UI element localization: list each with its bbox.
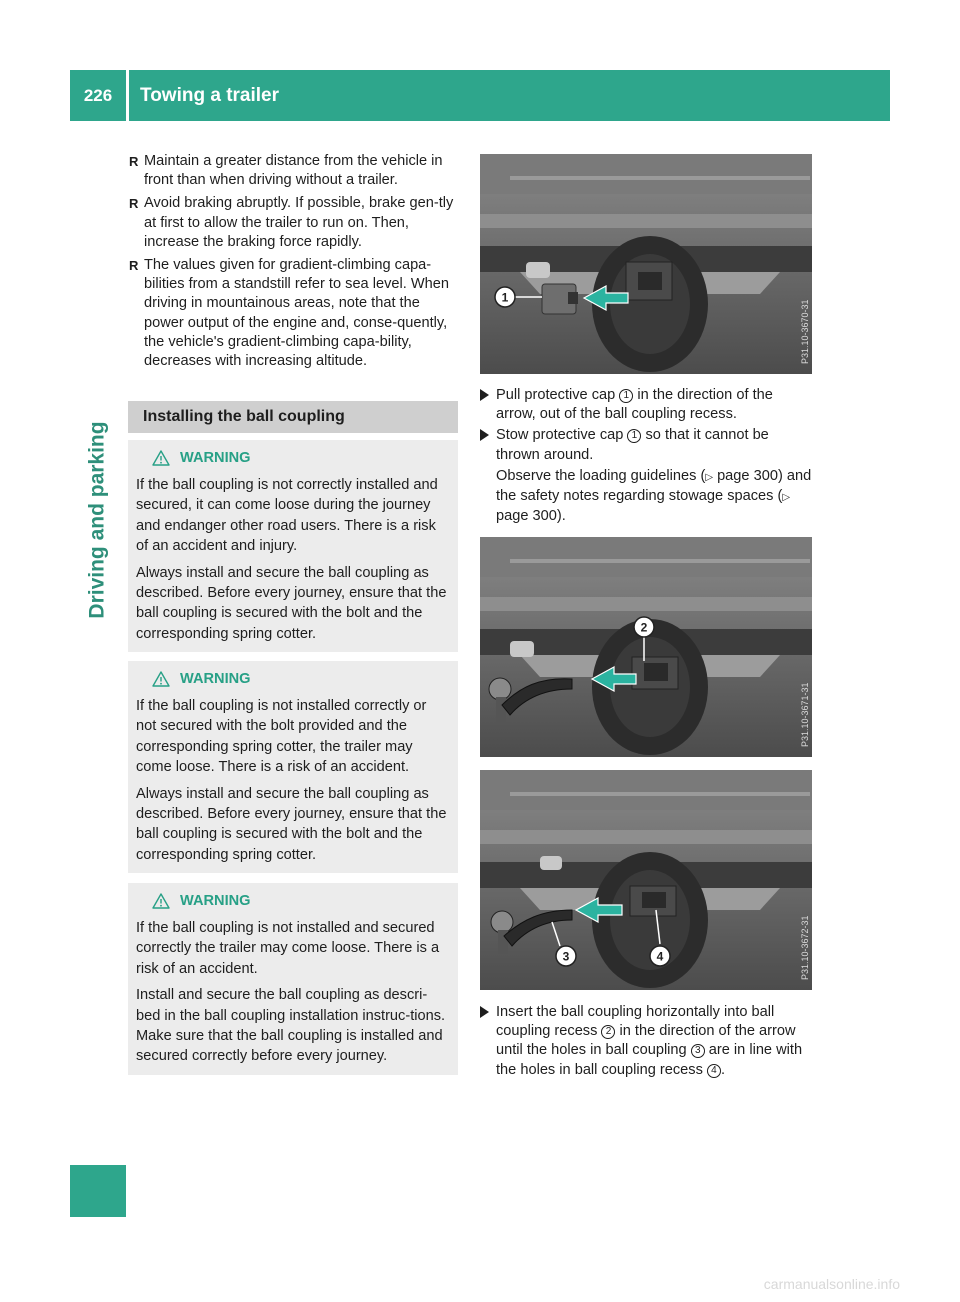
svg-text:2: 2 — [640, 620, 648, 635]
instruction-steps — [480, 386, 814, 528]
warning-label: WARNING — [180, 670, 251, 687]
warning-header — [136, 447, 450, 469]
image-code: P31.10-3670-31 — [800, 299, 810, 364]
callout-marker: 2 — [601, 1025, 615, 1039]
side-tab-marker — [70, 1165, 126, 1217]
list-item: Stow protective cap 1 so that it cannot be thrown around. — [480, 426, 814, 464]
warning-box — [128, 440, 458, 652]
list-item: Observe the loading guidelines (▷ page 300) and the safety notes regarding stowage spaces (▷ page 300). — [496, 467, 812, 525]
page-title: Towing a trailer — [140, 85, 280, 106]
svg-text:4: 4 — [656, 949, 664, 964]
warning-text: Install and secure the ball coupling as descri-bed in the ball coupling installation instruc-tions. Make sure that the ball coupling is installed and secured correctly before every journey. — [136, 987, 446, 1065]
page-reference[interactable]: page 300). — [496, 508, 566, 525]
bullet-mark-icon: R — [129, 196, 139, 212]
side-tab — [72, 420, 124, 620]
warning-label: WARNING — [180, 892, 251, 909]
bullet-list — [128, 152, 460, 375]
step-arrow-icon — [480, 389, 489, 401]
list-item: R Avoid braking abruptly. If possible, brake gen-tly at first to allow the trailer to run on. Then, increase the braking force rapidly. — [129, 195, 454, 250]
page-reference-icon: ▷ — [782, 492, 791, 504]
warning-box — [128, 883, 458, 1075]
bullet-mark-icon: R — [129, 154, 139, 169]
callout-marker: 1 — [619, 389, 633, 403]
warning-box — [128, 661, 458, 873]
warning-text: Always install and secure the ball coupling as described. Before every journey, ensure that the ball coupling is secured with the bolt and the corresponding spring cotter. — [136, 785, 447, 863]
page-reference[interactable]: page 300) — [713, 467, 783, 484]
footer-watermark: carmanualsonline.info — [763, 1276, 900, 1292]
image-code: P31.10-3671-31 — [800, 682, 810, 747]
warning-triangle-icon — [152, 893, 170, 909]
warning-label: WARNING — [180, 449, 251, 466]
section-heading: Installing the ball coupling — [128, 401, 458, 433]
callout-marker: 3 — [691, 1044, 705, 1058]
instruction-steps — [480, 1003, 814, 1082]
list-item: R Maintain a greater distance from the vehicle in front than when driving without a trailer. — [129, 153, 443, 189]
page-reference-icon: ▷ — [705, 471, 714, 483]
step-arrow-icon — [480, 1006, 489, 1018]
step-arrow-icon — [480, 429, 489, 441]
illustration-align-holes — [480, 770, 812, 990]
warning-header — [136, 668, 450, 690]
warning-triangle-icon — [152, 450, 170, 466]
side-tab-label: Driving and parking — [86, 421, 110, 619]
list-item: Insert the ball coupling horizontally into ball coupling recess 2 in the direction of the arrow until the holes in ball coupling 3 are in line with the holes in ball coupling recess 4 . — [480, 1003, 814, 1080]
page-number: 226 — [83, 85, 113, 105]
list-item: R The values given for gradient-climbing capa-bilities from a standstill refer to sea level. When driving in mountainous areas, note that the power output of the engine and, conse-quently, the vehicle's gradient-climbing capa-bility, decreases with increasing altitude. — [129, 257, 449, 370]
svg-text:1: 1 — [501, 290, 509, 305]
warning-triangle-icon — [152, 671, 170, 687]
illustration-insert-coupling — [480, 537, 812, 757]
header-divider — [126, 70, 129, 121]
warning-text: If the ball coupling is not installed correctly or not secured with the bolt provided and the corresponding spring cotter, the trailer may come loose. There is a risk of an accident. — [136, 698, 427, 776]
illustration-remove-cap — [480, 154, 812, 374]
image-code: P31.10-3672-31 — [800, 915, 810, 980]
warning-text: If the ball coupling is not installed and secured correctly the trailer may come loose. There is a risk of an accident. — [136, 920, 440, 977]
warning-text: Always install and secure the ball coupling as described. Before every journey, ensure that the ball coupling is secured with the bolt and the corresponding spring cotter. — [136, 564, 447, 642]
warning-header — [136, 890, 450, 912]
bullet-mark-icon: R — [129, 258, 139, 274]
callout-marker: 1 — [627, 429, 641, 443]
warning-text: If the ball coupling is not correctly installed and secured, it can come loose during the journey and endanger other road users. There is a risk of an accident and injury. — [136, 477, 438, 555]
callout-marker: 4 — [707, 1064, 721, 1078]
list-item: Pull protective cap 1 in the direction of the arrow, out of the ball coupling recess. — [480, 386, 814, 424]
svg-text:3: 3 — [562, 949, 570, 964]
